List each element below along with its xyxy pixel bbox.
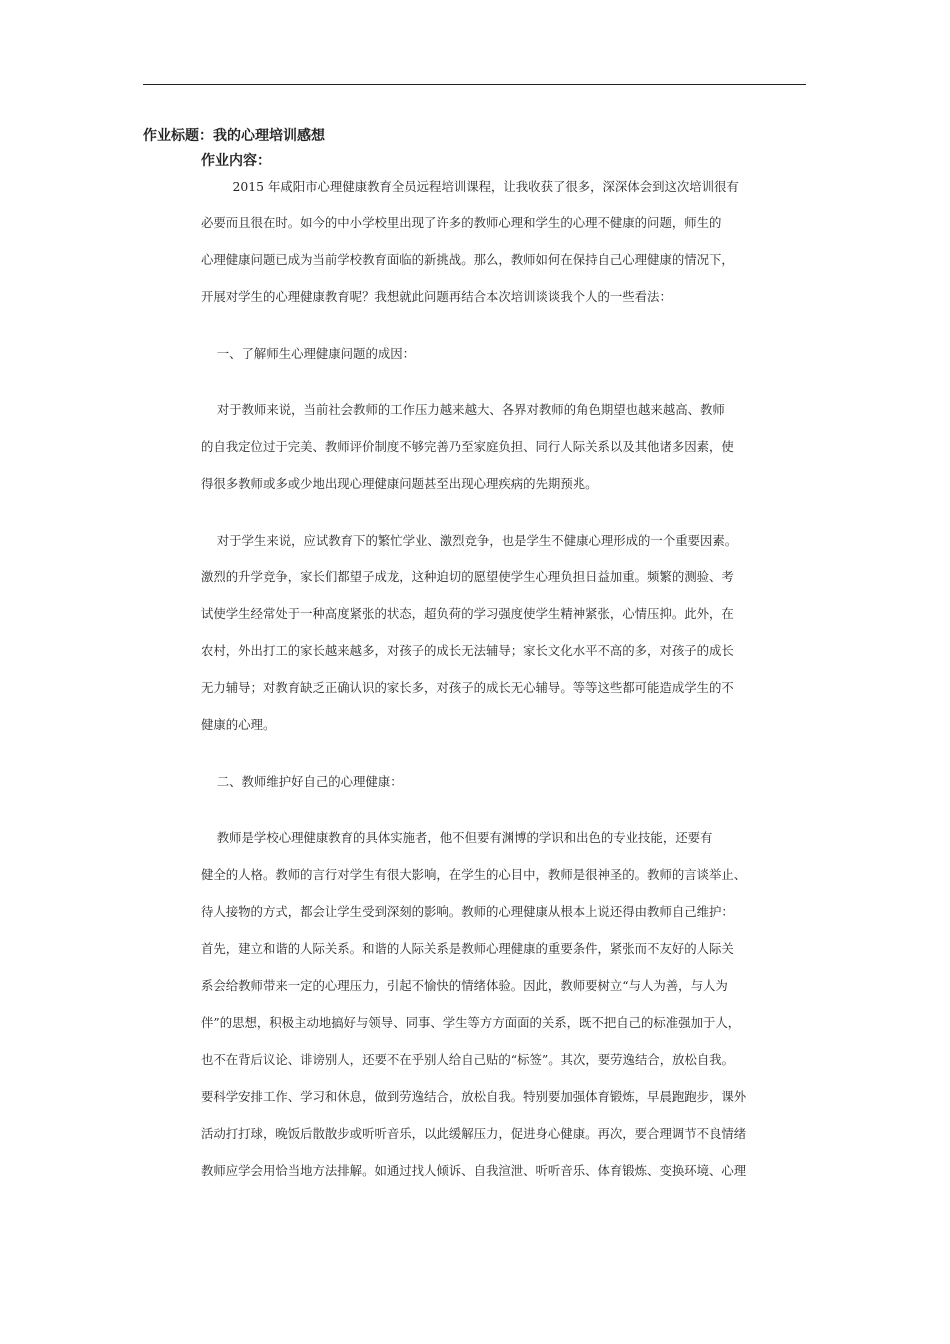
text-line: 活动打打球，晚饭后散散步或听听音乐，以此缓解压力，促进身心健康。再次，要合理调节不良情绪 [201,1126,747,1141]
text-line: 开展对学生的心理健康教育呢？我想就此问题再结合本次培训谈谈我个人的一些看法： [201,289,672,304]
text-line: 试使学生经常处于一种高度紧张的状态，超负荷的学习强度使学生精神紧张，心情压抑。此外，在 [201,606,734,621]
text-line: 教师应学会用恰当地方法排解。如通过找人倾诉、自我渲泄、听听音乐、体育锻炼、变换环境、心理 [201,1163,747,1178]
text-line: 教师是学校心理健康教育的具体实施者，他不但要有渊博的学识和出色的专业技能，还要有 [201,830,713,845]
assignment-title: 作业标题：我的心理培训感想 [143,128,325,144]
text-line: 也不在背后议论、诽谤别人，还要不在乎别人给自己贴的“标签”。其次，要劳逸结合，放松自我。 [201,1052,735,1067]
text-line: 对于学生来说，应试教育下的繁忙学业、激烈竞争，也是学生不健康心理形成的一个重要因素。 [201,533,738,548]
text-line: 必要而且很在时。如今的中小学校里出现了许多的教师心理和学生的心理不健康的问题，师生的 [201,215,722,230]
text-line: 待人接物的方式，都会让学生受到深刻的影响。教师的心理健康从根本上说还得由教师自己维护： [201,904,734,919]
text-line: 伴”的思想，积极主动地搞好与领导、同事、学生等方方面面的关系，既不把自己的标准强加于人， [201,1015,741,1030]
text-line: 2015 年咸阳市心理健康教育全员远程培训课程，让我收获了很多，深深体会到这次培训很有 [201,179,739,194]
text-line: 心理健康问题已成为当前学校教育面临的新挑战。那么，教师如何在保持自己心理健康的情况下， [201,252,734,267]
text-line: 要科学安排工作、学习和休息，做到劳逸结合，放松自我。特别要加强体育锻炼，早晨跑跑步，课外 [201,1089,747,1104]
assignment-content-label: 作业内容： [201,153,271,169]
text-line: 农村，外出打工的家长越来越多，对孩子的成长无法辅导；家长文化水平不高的多，对孩子的成长 [201,643,734,658]
text-line: 健康的心理。 [201,717,276,732]
text-line: 系会给教师带来一定的心理压力，引起不愉快的情绪体验。因此，教师要树立“与人为善，与人为 [201,978,728,993]
text-line: 无力辅导；对教育缺乏正确认识的家长多，对孩子的成长无心辅导。等等这些都可能造成学生的不 [201,680,734,695]
header-rule [143,84,806,85]
text-line: 激烈的升学竞争，家长们都望子成龙，这种迫切的愿望使学生心理负担日益加重。频繁的测验、考 [201,569,734,584]
text-line: 得很多教师或多或少地出现心理健康问题甚至出现心理疾病的先期预兆。 [201,476,598,491]
section-heading: 一、了解师生心理健康问题的成因： [201,346,416,361]
section-heading: 二、教师维护好自己的心理健康： [201,774,403,789]
text-line: 健全的人格。教师的言行对学生有很大影响，在学生的心目中，教师是很神圣的。教师的言谈举止、 [201,867,747,882]
text-line: 首先，建立和谐的人际关系。和谐的人际关系是教师心理健康的重要条件，紧张而不友好的人际关 [201,941,734,956]
text-line: 对于教师来说，当前社会教师的工作压力越来越大、各界对教师的角色期望也越来越高、教师 [201,402,725,417]
text-line: 的自我定位过于完美、教师评价制度不够完善乃至家庭负担、同行人际关系以及其他诸多因素，使 [201,439,734,454]
